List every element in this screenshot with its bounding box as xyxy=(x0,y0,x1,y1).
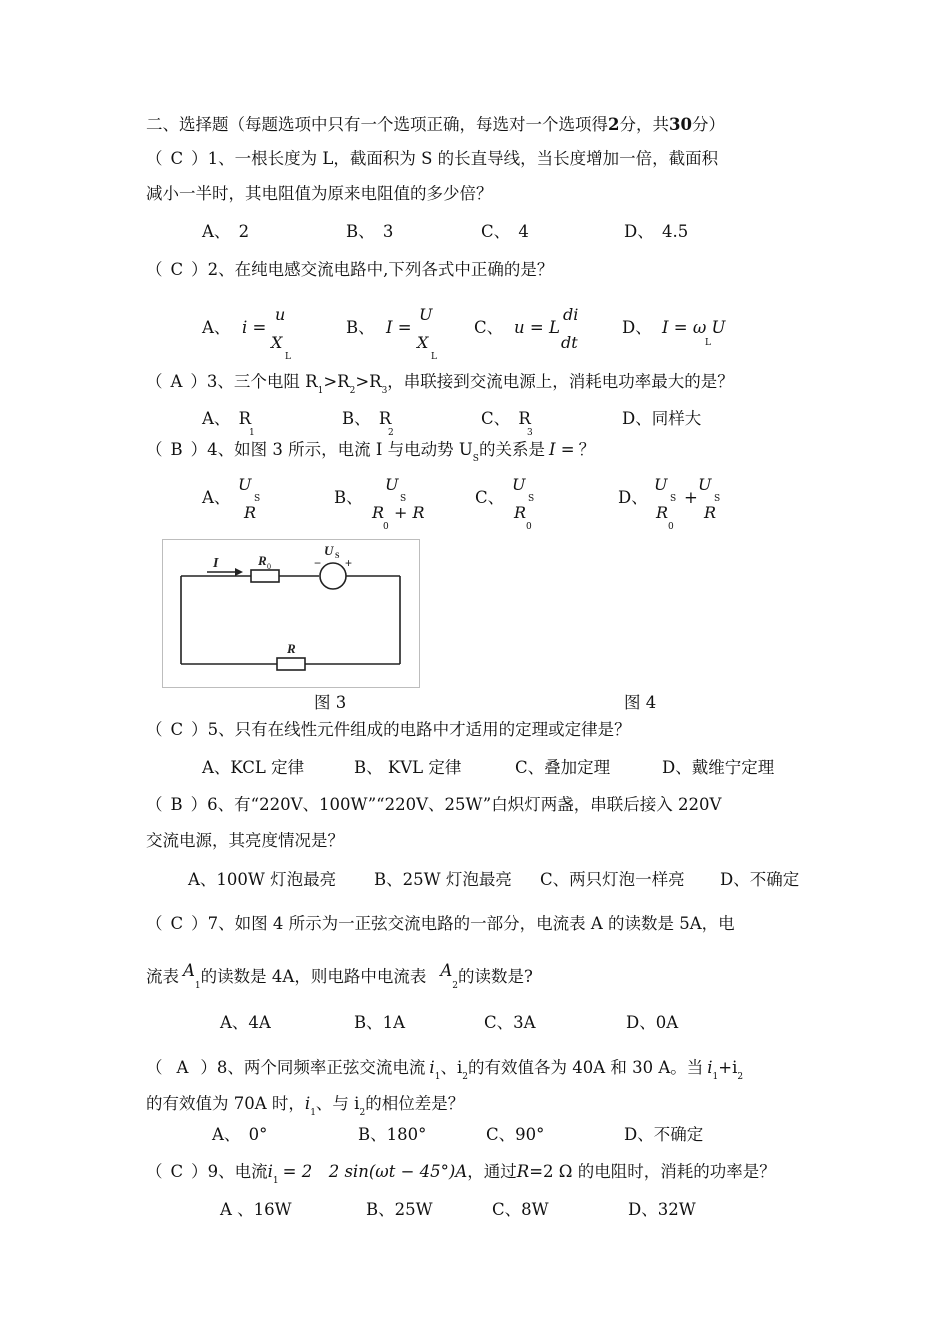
current-i1: i xyxy=(707,1058,713,1077)
option-c: C、90° xyxy=(486,1125,545,1144)
subscript: 1 xyxy=(272,1176,279,1186)
r0-sub: 0 xyxy=(267,562,271,571)
question-8-cont xyxy=(146,1094,465,1118)
question-text: 4、如图 3 所示，电流 I 与电动势 U xyxy=(207,440,473,459)
formula-a-den: X xyxy=(271,333,283,352)
question-text: ，串联接到交流电源上，消耗电功率最大的是？ xyxy=(387,372,734,391)
current-formula: = 2 2 sin(ωt − 45°)A xyxy=(282,1162,468,1181)
paren-right: ） xyxy=(190,440,208,459)
formula-d-lhs: I = ω U xyxy=(662,318,726,337)
question-text: 2、在纯电感交流电路中,下列各式中正确的是？ xyxy=(207,260,554,279)
option-b: B、25W xyxy=(366,1200,433,1219)
option-d-num2: U xyxy=(698,475,712,494)
option-c-label: C、 xyxy=(475,488,505,507)
question-1 xyxy=(146,151,718,168)
subscript: 2 xyxy=(452,981,458,991)
question-5 xyxy=(146,722,631,739)
option-b-label: B、 xyxy=(346,318,375,337)
answer: C xyxy=(170,914,184,933)
paren-left: （ xyxy=(146,914,163,933)
question-text: 的关系是 xyxy=(478,440,545,459)
subscript: 2 xyxy=(349,386,356,396)
formula-c-den: dt xyxy=(561,333,578,352)
question-text: ？ xyxy=(578,440,596,459)
formula-a-lhs: i = xyxy=(242,318,267,337)
r-label: R xyxy=(287,641,296,656)
ammeter-a1: A xyxy=(183,961,195,980)
option-a: A、 R xyxy=(202,409,252,428)
r0-label: R xyxy=(258,553,267,568)
question-1-cont: 减小一半时，其电阻值为原来电阻值的多少倍？ xyxy=(146,184,493,203)
ammeter-a2: A xyxy=(440,961,453,980)
formula-a-sub: L xyxy=(285,352,291,362)
question-text: +i xyxy=(718,1058,738,1077)
option-a: A、KCL 定律 xyxy=(202,758,305,777)
option-a-den: R xyxy=(244,503,257,522)
paren-left: （ xyxy=(146,440,163,459)
question-text: 、与 i xyxy=(315,1094,360,1113)
section-points: 2 xyxy=(608,115,620,134)
option-d-plus: + xyxy=(684,488,698,507)
current-i1: i xyxy=(429,1058,435,1077)
figure-3 xyxy=(162,539,420,688)
minus-sign: − xyxy=(314,556,322,570)
option-b-sub: 2 xyxy=(388,428,394,438)
question-text: 的有效值为 70A 时， xyxy=(146,1094,305,1113)
question-formula: I = xyxy=(548,440,575,459)
paren-right: ） xyxy=(190,372,207,391)
option-d: D、 4.5 xyxy=(624,222,689,241)
option-a-sub: 1 xyxy=(249,428,255,438)
formula-b-sub: L xyxy=(431,352,437,362)
question-text: 、i xyxy=(440,1058,463,1077)
option-c: C、 4 xyxy=(481,222,529,241)
option-c-den-sub: 0 xyxy=(526,522,532,532)
option-d: D、不确定 xyxy=(624,1125,704,1144)
question-3 xyxy=(146,372,734,396)
formula-b-den: X xyxy=(417,333,429,352)
answer: C xyxy=(170,260,184,279)
formula-c-num: di xyxy=(563,305,579,324)
option-c: C、叠加定理 xyxy=(515,758,611,777)
subscript: S xyxy=(472,454,479,464)
option-c: C、 R xyxy=(481,409,531,428)
paren-left: （ xyxy=(146,372,163,391)
subscript: 2 xyxy=(359,1108,366,1118)
option-d-label: D、 xyxy=(618,488,648,507)
paren-right: ） xyxy=(191,1162,208,1181)
paren-left: （ xyxy=(146,795,163,814)
section-prefix: 二、选择题（每题选项中只有一个选项正确，每选对一个选项得 xyxy=(146,115,608,134)
paren-left: （ xyxy=(146,1162,163,1181)
question-text: 的有效值各为 40A 和 30 A。当 xyxy=(467,1058,704,1077)
formula-c-lhs: u = L xyxy=(514,318,560,337)
option-a: A、 0° xyxy=(212,1125,268,1144)
question-text: 1、一根长度为 L，截面积为 S 的长直导线，当长度增加一倍，截面积 xyxy=(207,149,719,168)
paren-left: （ xyxy=(146,720,163,739)
option-a: A、100W 灯泡最亮 xyxy=(188,870,337,889)
option-a: A、4A xyxy=(220,1013,271,1032)
paren-right: ） xyxy=(191,149,208,168)
option-d-den2: R xyxy=(704,503,717,522)
section-heading xyxy=(146,117,725,134)
question-4 xyxy=(146,440,596,464)
answer: C xyxy=(170,149,184,168)
question-text: 的读数是? xyxy=(457,967,533,986)
us-label: U xyxy=(324,543,334,558)
subscript: 1 xyxy=(194,981,201,991)
option-d: D、不确定 xyxy=(720,870,800,889)
subscript: 1 xyxy=(310,1108,316,1118)
question-9 xyxy=(146,1162,776,1186)
paren-right: ） xyxy=(191,914,208,933)
question-6 xyxy=(146,797,721,814)
option-d: D、32W xyxy=(628,1200,696,1219)
question-text: >R xyxy=(323,372,350,391)
question-text: ，通过 xyxy=(467,1162,517,1181)
subscript: 1 xyxy=(434,1072,441,1082)
option-c-label: C、 xyxy=(474,318,504,337)
option-c: C、两只灯泡一样亮 xyxy=(540,870,685,889)
option-a: A、 2 xyxy=(202,222,250,241)
option-c-den: R xyxy=(514,503,527,522)
resistance-symbol: R xyxy=(516,1162,530,1181)
option-c: C、3A xyxy=(484,1013,536,1032)
question-text: 8、两个同频率正弦交流电流 xyxy=(216,1058,426,1077)
option-b-num-sub: S xyxy=(400,494,407,504)
question-text: 的相位差是？ xyxy=(365,1094,465,1113)
question-text: 9、电流 xyxy=(207,1162,268,1181)
answer: B xyxy=(170,440,183,459)
question-7-cont xyxy=(146,961,533,991)
formula-a-num: u xyxy=(275,305,286,324)
formula-b-lhs: I = xyxy=(386,318,412,337)
option-d-den1: R xyxy=(656,503,669,522)
subscript: 1 xyxy=(712,1072,719,1082)
question-7 xyxy=(146,916,735,933)
figure-3-caption: 图 3 xyxy=(314,693,347,712)
formula-d-sub: L xyxy=(705,338,711,348)
question-6-cont: 交流电源，其亮度情况是？ xyxy=(146,831,344,850)
option-b: B、25W 灯泡最亮 xyxy=(374,870,512,889)
question-text: >R xyxy=(355,372,382,391)
question-2 xyxy=(146,262,553,279)
option-b-den: R xyxy=(372,503,385,522)
section-total: 30 xyxy=(668,115,692,134)
figure-4-caption: 图 4 xyxy=(624,693,657,712)
option-b: B、180° xyxy=(358,1125,427,1144)
paren-right: ） xyxy=(190,795,208,814)
question-text: 7、如图 4 所示为一正弦交流电路的一部分，电流表 A 的读数是 5A，电 xyxy=(207,914,735,933)
paren-right: ） xyxy=(200,1058,217,1077)
circuit-diagram xyxy=(163,540,419,687)
current-i1: i xyxy=(304,1094,311,1113)
question-text: 的读数是 4A，则电路中电流表 xyxy=(200,967,427,986)
option-a-num-sub: S xyxy=(254,494,261,504)
option-b-den-plus: + R xyxy=(394,503,425,522)
question-text: =2 Ω 的电阻时，消耗的功率是？ xyxy=(529,1162,776,1181)
option-b-den-sub: 0 xyxy=(383,522,389,532)
question-text: 流表 xyxy=(146,967,179,986)
option-d: D、0A xyxy=(626,1013,679,1032)
paren-right: ） xyxy=(191,720,208,739)
paren-left: （ xyxy=(146,1058,163,1077)
option-a-num: U xyxy=(238,475,252,494)
option-c-num-sub: S xyxy=(528,494,535,504)
paren-left: （ xyxy=(146,260,163,279)
option-c-sub: 3 xyxy=(527,428,533,438)
option-b: B、 KVL 定律 xyxy=(354,758,462,777)
paren-right: ） xyxy=(191,260,208,279)
answer: A xyxy=(170,372,183,391)
option-c-num: U xyxy=(512,475,526,494)
question-text: 5、只有在线性元件组成的电路中才适用的定理或定律是？ xyxy=(207,720,631,739)
option-d: D、戴维宁定理 xyxy=(662,758,775,777)
option-a: A 、16W xyxy=(220,1200,292,1219)
subscript: 3 xyxy=(381,386,388,396)
option-d-num1-sub: S xyxy=(670,494,677,504)
option-b: B、 3 xyxy=(346,222,394,241)
formula-b-num: U xyxy=(419,305,433,324)
subscript: 2 xyxy=(462,1072,468,1082)
option-d-label: D、 xyxy=(622,318,652,337)
option-d: D、同样大 xyxy=(622,409,702,428)
section-mid: 分，共 xyxy=(619,115,669,134)
answer: C xyxy=(170,1162,184,1181)
option-a-label: A、 xyxy=(202,318,231,337)
subscript: 1 xyxy=(317,386,324,396)
option-d-num1: U xyxy=(654,475,668,494)
answer: C xyxy=(170,720,184,739)
answer: B xyxy=(170,795,183,814)
option-b-label: B、 xyxy=(334,488,363,507)
us-sub: S xyxy=(335,551,340,560)
current-label: I xyxy=(213,556,219,571)
question-text: 6、有“220V、100W”“220V、25W”白炽灯两盏，串联后接入 220V xyxy=(207,795,722,814)
option-b: B、 R xyxy=(342,409,392,428)
subscript: 2 xyxy=(737,1072,744,1082)
option-b-num: U xyxy=(385,475,399,494)
option-d-num2-sub: S xyxy=(714,494,721,504)
question-8 xyxy=(146,1058,744,1082)
answer: A xyxy=(176,1058,189,1077)
question-text: 3、三个电阻 R xyxy=(206,372,318,391)
option-d-den1-sub: 0 xyxy=(668,522,674,532)
option-b: B、1A xyxy=(354,1013,406,1032)
paren-left: （ xyxy=(146,149,163,168)
option-a-label: A、 xyxy=(202,488,231,507)
section-suffix: 分） xyxy=(691,115,725,134)
current-i1: i xyxy=(267,1162,273,1181)
plus-sign: + xyxy=(345,556,353,570)
option-c: C、8W xyxy=(492,1200,549,1219)
